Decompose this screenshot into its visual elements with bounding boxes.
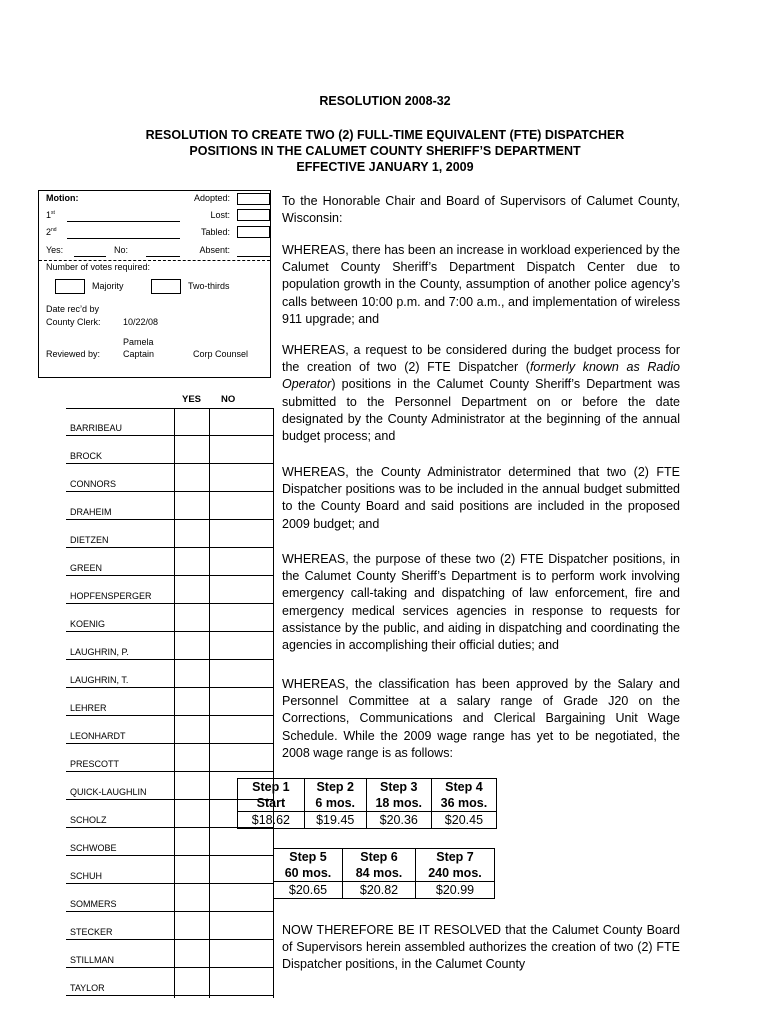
title-line-2: POSITIONS IN THE CALUMET COUNTY SHERIFF’S DEPARTMENT	[189, 144, 581, 158]
vote-table-row	[66, 912, 274, 940]
no-vote-cell[interactable]	[210, 884, 272, 911]
step-7-header: Step 7 240 mos.	[416, 849, 495, 882]
vote-table-row	[66, 632, 274, 660]
whereas-purpose-paragraph: WHEREAS, the purpose of these two (2) FTE Dispatcher positions, in the Calumet County Sheriff’s Department is to perform work involving emergency call-taking and dispatching of law enforcement, fire and emergency medical services agencies in response to requests for assistance by the public, and aiding in dispatching and coordinating the agencies in accomplishing their official duties; and	[282, 552, 680, 653]
resolution-number: RESOLUTION 2008-32	[319, 94, 451, 108]
member-name: TAYLOR	[70, 983, 105, 993]
step-5-header: Step 5 60 mos.	[274, 849, 343, 882]
yes-vote-cell[interactable]	[175, 408, 208, 435]
no-vote-cell[interactable]	[210, 660, 272, 687]
reviewer-name-1: Pamela	[123, 337, 154, 347]
step-1-header: Step 1 Start	[238, 779, 305, 812]
votes-required-label: Number of votes required:	[46, 262, 151, 272]
majority-label: Majority	[92, 281, 124, 291]
date-recd-value: 10/22/08	[123, 317, 159, 327]
step-3-rate: $20.36	[366, 812, 431, 829]
member-name: LEONHARDT	[70, 731, 126, 741]
no-vote-cell[interactable]	[210, 408, 272, 435]
no-vote-cell[interactable]	[210, 688, 272, 715]
step-4-rate: $20.45	[431, 812, 496, 829]
vote-table-row	[66, 856, 274, 884]
salutation-paragraph: To the Honorable Chair and Board of Supervisors of Calumet County, Wisconsin:	[282, 194, 680, 226]
yes-vote-cell[interactable]	[175, 968, 208, 995]
no-count-line[interactable]	[146, 256, 180, 257]
member-name: GREEN	[70, 563, 103, 573]
wage-table-2	[273, 848, 495, 899]
member-name: STECKER	[70, 927, 113, 937]
dashed-divider	[39, 260, 270, 261]
vote-table-row	[66, 492, 274, 520]
yes-vote-cell[interactable]	[175, 772, 208, 799]
tabled-label: Tabled:	[200, 227, 230, 237]
yes-vote-cell[interactable]	[175, 604, 208, 631]
first-signature-line[interactable]	[67, 221, 180, 222]
table-right-line	[273, 408, 274, 998]
title-line-1: RESOLUTION TO CREATE TWO (2) FULL-TIME EQUIVALENT (FTE) DISPATCHER	[145, 128, 625, 142]
no-vote-cell[interactable]	[210, 940, 272, 967]
yes-column-header: YES	[182, 394, 202, 405]
majority-checkbox[interactable]	[55, 279, 85, 294]
member-name: LAUGHRIN, T.	[70, 675, 129, 685]
adopted-checkbox[interactable]	[237, 193, 270, 205]
yes-vote-cell[interactable]	[175, 912, 208, 939]
no-vote-cell[interactable]	[210, 856, 272, 883]
vote-table-row	[66, 828, 274, 856]
whereas-workload-paragraph: WHEREAS, there has been an increase in workload experienced by the Calumet County Sheriff’s Department Dispatch Center due to population growth in the County, assumption of another police agency’s calls between 10:00 p.m. and 7:00 a.m., and implementation of wireless 911 upgrade; and	[282, 243, 680, 326]
first-label: 1st	[46, 210, 55, 220]
member-name: KOENIG	[70, 619, 106, 629]
step-2-header: Step 2 6 mos.	[304, 779, 366, 812]
absent-label: Absent:	[199, 245, 230, 255]
member-name: BROCK	[70, 451, 103, 461]
yes-vote-cell[interactable]	[175, 464, 208, 491]
member-name: SCHOLZ	[70, 815, 107, 825]
motion-box	[38, 190, 271, 378]
step-1-rate: $18.62	[238, 812, 305, 829]
no-vote-cell[interactable]	[210, 464, 272, 491]
yes-vote-cell[interactable]	[175, 800, 208, 827]
member-name: HOPFENSPERGER	[70, 591, 152, 601]
member-name: DIETZEN	[70, 535, 109, 545]
two-thirds-checkbox[interactable]	[151, 279, 181, 294]
step-5-rate: $20.65	[274, 882, 343, 899]
corp-counsel-label: Corp Counsel	[193, 349, 249, 359]
whereas-administrator-paragraph: WHEREAS, the County Administrator determined that two (2) FTE Dispatcher positions was to be included in the annual budget submitted to the County Board and said positions are included in the proposed 2009 budget; and	[282, 465, 680, 531]
no-vote-cell[interactable]	[210, 632, 272, 659]
second-label: 2nd	[46, 227, 57, 237]
member-name: QUICK-LAUGHLIN	[70, 787, 147, 797]
two-thirds-label: Two-thirds	[188, 281, 230, 291]
absent-count-line[interactable]	[237, 256, 270, 257]
yes-vote-cell[interactable]	[175, 520, 208, 547]
resolved-paragraph: NOW THEREFORE BE IT RESOLVED that the Calumet County Board of Supervisors herein assembled authorizes the creation of two (2) FTE Dispatcher positions, in the Calumet County	[282, 923, 680, 972]
member-name: PRESCOTT	[70, 759, 120, 769]
whereas-budget-paragraph: WHEREAS, a request to be considered during the budget process for the creation of two (2) FTE Dispatcher (formerly known as Radio Operator) positions in the Calumet County Sheriff’s Department was submitted to the Personnel Department on or before the date designated by the County Administrator at the beginning of the annual budget process; and	[282, 343, 680, 444]
member-name: BARRIBEAU	[70, 423, 123, 433]
step-6-header: Step 6 84 mos.	[343, 849, 416, 882]
reviewed-by-label: Reviewed by:	[46, 349, 101, 359]
whereas-classification-paragraph: WHEREAS, the classification has been approved by the Salary and Personnel Committee at a salary range of Grade J20 on the Corrections, Communications and Clerical Bargaining Unit Wage Schedule. While the 2009 wage range has yet to be negotiated, the 2008 wage range is as follows:	[282, 677, 680, 760]
no-vote-cell[interactable]	[210, 576, 272, 603]
vote-table-row	[66, 968, 274, 996]
yes-vote-cell[interactable]	[175, 660, 208, 687]
member-name: LAUGHRIN, P.	[70, 647, 129, 657]
step-2-rate: $19.45	[304, 812, 366, 829]
yes-column-line	[174, 408, 175, 998]
vote-table	[66, 390, 276, 998]
yes-vote-cell[interactable]	[175, 576, 208, 603]
yes-vote-cell[interactable]	[175, 632, 208, 659]
member-name: STILLMAN	[70, 955, 115, 965]
step-4-header: Step 4 36 mos.	[431, 779, 496, 812]
tabled-checkbox[interactable]	[237, 226, 270, 238]
member-name: CONNORS	[70, 479, 117, 489]
vote-table-row	[66, 884, 274, 912]
yes-vote-cell[interactable]	[175, 940, 208, 967]
no-vote-cell[interactable]	[210, 744, 272, 771]
step-7-rate: $20.99	[416, 882, 495, 899]
vote-table-row	[66, 408, 274, 436]
no-vote-cell[interactable]	[210, 716, 272, 743]
yes-vote-cell[interactable]	[175, 548, 208, 575]
yes-vote-cell[interactable]	[175, 688, 208, 715]
vote-table-row	[66, 548, 274, 576]
no-vote-cell[interactable]	[210, 548, 272, 575]
yes-vote-cell[interactable]	[175, 436, 208, 463]
date-recd-label-1: Date rec’d by	[46, 304, 100, 314]
reviewer-name-2: Captain	[123, 349, 155, 359]
wage-table-1	[237, 778, 497, 829]
vote-table-row	[66, 464, 274, 492]
yes-vote-cell[interactable]	[175, 744, 208, 771]
lost-checkbox[interactable]	[237, 209, 270, 221]
vote-table-row	[66, 660, 274, 688]
wage-table-1-clip	[251, 778, 531, 834]
lost-label: Lost:	[210, 210, 230, 220]
vote-table-row	[66, 940, 274, 968]
step-6-rate: $20.82	[343, 882, 416, 899]
vote-table-row	[66, 604, 274, 632]
title-line-3: EFFECTIVE JANUARY 1, 2009	[296, 160, 474, 174]
member-name: LEHRER	[70, 703, 107, 713]
date-recd-label-2: County Clerk:	[46, 317, 101, 327]
member-name: DRAHEIM	[70, 507, 112, 517]
step-3-header: Step 3 18 mos.	[366, 779, 431, 812]
no-vote-cell[interactable]	[210, 912, 272, 939]
no-vote-cell[interactable]	[210, 828, 272, 855]
vote-table-row	[66, 688, 274, 716]
no-vote-cell[interactable]	[210, 492, 272, 519]
motion-label: Motion:	[46, 193, 79, 203]
vote-table-row	[66, 520, 274, 548]
no-column-header: NO	[221, 394, 236, 405]
member-name: SCHUH	[70, 871, 103, 881]
no-vote-cell[interactable]	[210, 604, 272, 631]
member-name: SOMMERS	[70, 899, 117, 909]
no-vote-cell[interactable]	[210, 968, 272, 995]
vote-table-row	[66, 576, 274, 604]
vote-table-row	[66, 716, 274, 744]
member-name: SCHWOBE	[70, 843, 117, 853]
vote-table-row	[66, 436, 274, 464]
yes-label: Yes:	[46, 245, 64, 255]
yes-vote-cell[interactable]	[175, 884, 208, 911]
no-column-line	[209, 408, 210, 998]
yes-vote-cell[interactable]	[175, 856, 208, 883]
no-label: No:	[114, 245, 129, 255]
resolution-title	[0, 127, 770, 175]
no-vote-cell[interactable]	[210, 436, 272, 463]
yes-vote-cell[interactable]	[175, 716, 208, 743]
vote-table-header	[66, 390, 274, 409]
second-signature-line[interactable]	[67, 238, 180, 239]
no-vote-cell[interactable]	[210, 520, 272, 547]
vote-table-row	[66, 744, 274, 772]
yes-vote-cell[interactable]	[175, 492, 208, 519]
adopted-label: Adopted:	[193, 193, 230, 203]
yes-count-line[interactable]	[74, 256, 106, 257]
yes-vote-cell[interactable]	[175, 828, 208, 855]
